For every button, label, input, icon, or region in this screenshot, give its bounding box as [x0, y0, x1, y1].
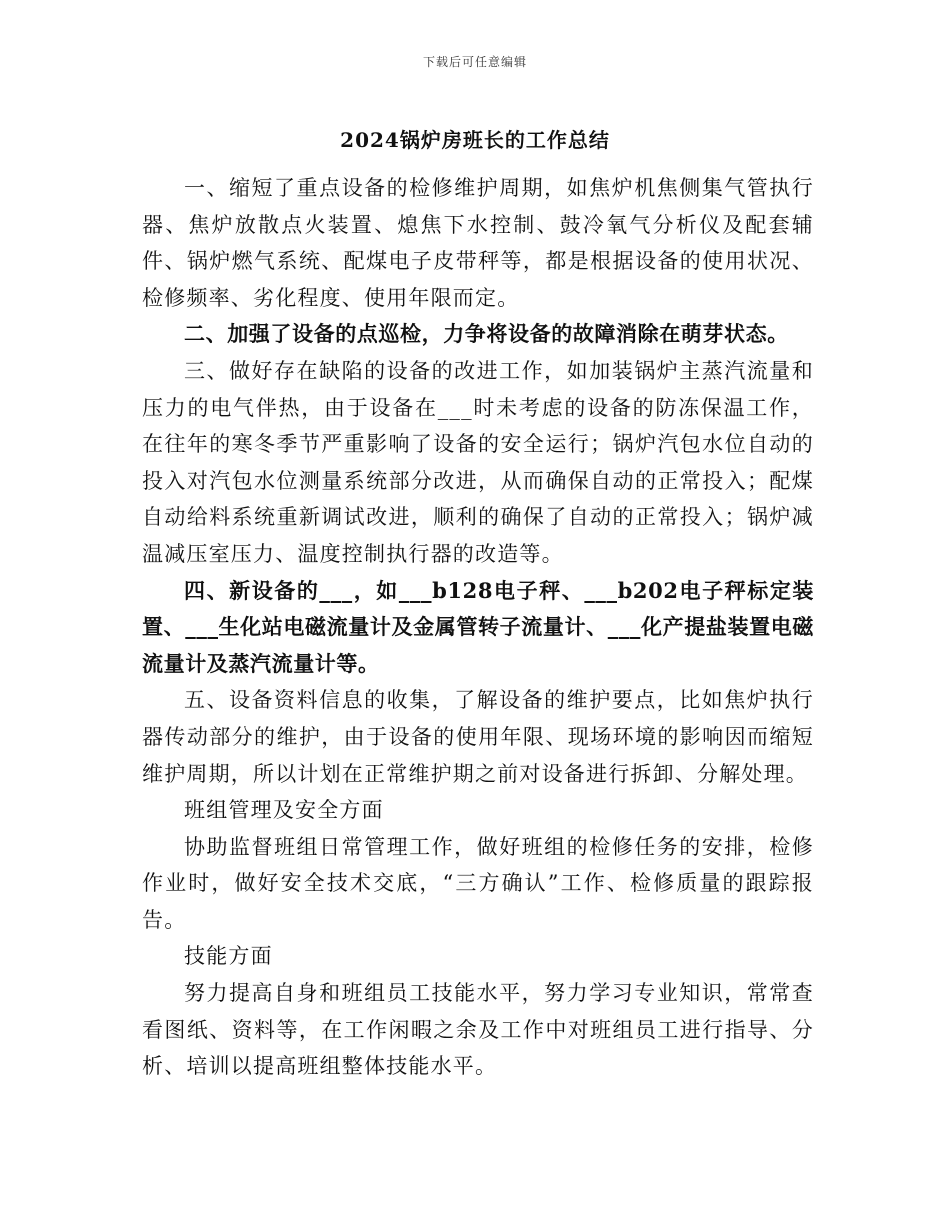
paragraph-4: 四、新设备的___，如___b128电子秤、___b202电子秤标定装置、___生化站电磁流量计及金属管转子流量计、___化产提盐装置电磁流量计及蒸汽流量计等。 — [142, 577, 814, 676]
section-heading-team: 班组管理及安全方面 — [184, 798, 384, 823]
paragraph-3: 三、做好存在缺陷的设备的改进工作，如加装锅炉主蒸汽流量和压力的电气伴热，由于设备在___时未考虑的设备的防冻保温工作，在往年的寒冬季节严重影响了设备的安全运行；锅炉汽包水位自动的投入对汽包水位测量系统部分改进，从而确保自动的正常投入；配煤自动给料系统重新调试改进，顺利的确保了自动的正常投入；锅炉减温减压室压力、温度控制执行器的改造等。 — [142, 358, 814, 566]
page-title: 2024锅炉房班长的工作总结 — [340, 128, 610, 152]
paragraph-2: 二、加强了设备的点巡检，力争将设备的故障消除在萌芽状态。 — [184, 321, 789, 347]
paragraph-1: 一、缩短了重点设备的检修维护周期，如焦炉机焦侧集气管执行器、焦炉放散点火装置、熄焦下水控制、鼓冷氧气分析仪及配套辅件、锅炉燃气系统、配煤电子皮带秤等，都是根据设备的使用状况、检修频率、劣化程度、使用年限而定。 — [142, 176, 814, 310]
section-heading-skill: 技能方面 — [184, 944, 273, 969]
document-body — [142, 170, 814, 1085]
paragraph-5: 五、设备资料信息的收集，了解设备的维护要点，比如焦炉执行器传动部分的维护，由于设备的使用年限、现场环境的影响因而缩短维护周期，所以计划在正常维护期之前对设备进行拆卸、分解处理。 — [142, 688, 814, 786]
header-note: 下载后可任意编辑 — [422, 55, 527, 69]
section-body-team: 协助监督班组日常管理工作，做好班组的检修任务的安排，检修作业时，做好安全技术交底，“三方确认”工作、检修质量的跟踪报告。 — [142, 834, 814, 932]
section-body-skill: 努力提高自身和班组员工技能水平，努力学习专业知识，常常查看图纸、资料等，在工作闲暇之余及工作中对班组员工进行指导、分析、培训以提高班组整体技能水平。 — [142, 981, 814, 1079]
